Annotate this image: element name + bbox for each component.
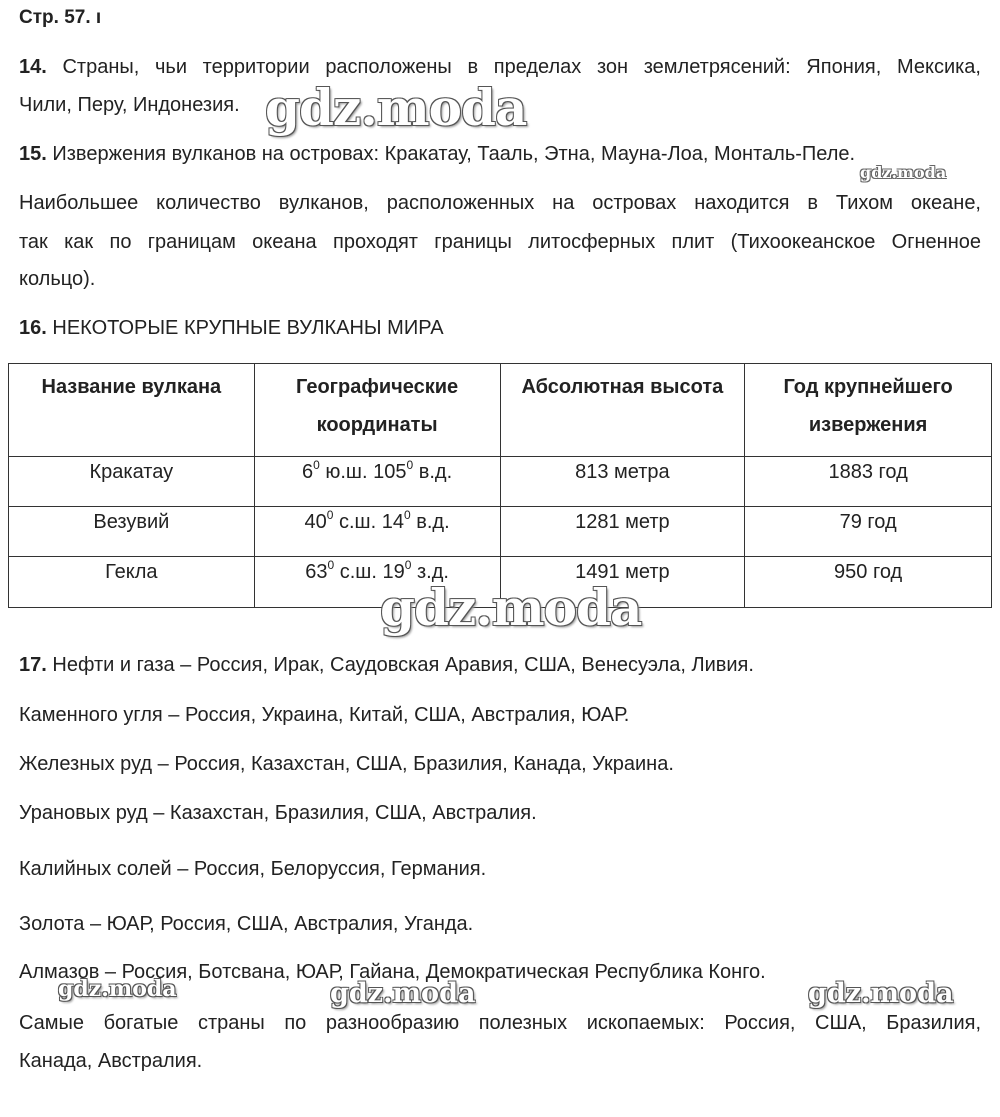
q16-heading (19, 314, 444, 342)
q17-uranium: Урановых руд – Казахстан, Бразилия, США, Австралия. (19, 802, 537, 824)
q15-paragraph-line1: Наибольшее количество вулканов, расположенных на островах находится в Тихом океане, (19, 192, 981, 214)
q16-number: 16. (19, 317, 47, 339)
header-coordinates: Географические координаты (254, 364, 500, 457)
watermark: gdz.moda (860, 163, 947, 182)
q17-potash: Калийных солей – Россия, Белоруссия, Германия. (19, 858, 487, 880)
q16-title: НЕКОТОРЫЕ КРУПНЫЕ ВУЛКАНЫ МИРА (52, 317, 444, 339)
q14-text-line1: Страны, чьи территории расположены в пределах зон землетрясений: Япония, Мексика, (62, 56, 981, 78)
cell-year: 79 год (745, 507, 992, 557)
watermark: gdz.moda (330, 978, 476, 1009)
header-volcano-name: Название вулкана (9, 364, 255, 457)
header-largest-eruption-year: Год крупнейшего извержения (745, 364, 992, 457)
header-absolute-height: Абсолютная высота (500, 364, 745, 457)
cell-height: 1281 метр (500, 507, 745, 557)
q15-paragraph-line2: так как по границам океана проходят границы литосферных плит (Тихоокеанское Огненное (19, 231, 981, 253)
cell-year: 1883 год (745, 457, 992, 507)
volcano-table (8, 363, 992, 608)
table-row (9, 457, 992, 507)
q15-text-line1: Извержения вулканов на островах: Кракатау, Тааль, Этна, Мауна-Лоа, Монталь-Пеле. (52, 143, 856, 165)
q14-number: 14. (19, 56, 47, 78)
cell-name: Везувий (9, 507, 255, 557)
q17-coal: Каменного угля – Россия, Украина, Китай, США, Австралия, ЮАР. (19, 704, 630, 726)
q17-number: 17. (19, 654, 47, 676)
table-header-row (9, 364, 992, 457)
q17-summary-line1: Самые богатые страны по разнообразию полезных ископаемых: Россия, США, Бразилия, (19, 1012, 981, 1034)
q17-iron: Железных руд – Россия, Казахстан, США, Бразилия, Канада, Украина. (19, 753, 674, 775)
cell-coordinates: $6^0$ ю.ш. $105^0$ в.д. (254, 457, 500, 507)
cell-year: 950 год (745, 557, 992, 608)
cell-height: 1491 метр (500, 557, 745, 608)
watermark: gdz.moda (380, 578, 642, 637)
cell-name: Гекла (9, 557, 255, 608)
table-row (9, 507, 992, 557)
q14-line1 (19, 53, 981, 81)
cell-coordinates: $40^0$ с.ш. $14^0$ в.д. (254, 507, 500, 557)
q17-line1 (19, 651, 754, 679)
q15-number: 15. (19, 143, 47, 165)
watermark: gdz.moda (265, 78, 527, 137)
cell-name: Кракатау (9, 457, 255, 507)
q14-text-line2: Чили, Перу, Индонезия. (19, 94, 240, 116)
q17-summary-line2: Канада, Австралия. (19, 1050, 203, 1072)
q15-line1 (19, 140, 855, 168)
watermark: gdz.moda (58, 976, 177, 1002)
q17-gold: Золота – ЮАР, Россия, США, Австралия, Уганда. (19, 913, 474, 935)
q17-oil-gas: Нефти и газа – Россия, Ирак, Саудовская Аравия, США, Венесуэла, Ливия. (52, 654, 754, 676)
q15-paragraph-line3: кольцо). (19, 268, 96, 290)
cell-coordinates: $63^0$ с.ш. $19^0$ з.д. (254, 557, 500, 608)
q17-diamonds: Алмазов – Россия, Ботсвана, ЮАР, Гайана, Демократическая Республика Конго. (19, 961, 766, 983)
cell-height: 813 метра (500, 457, 745, 507)
watermark: gdz.moda (808, 978, 954, 1009)
page-label: Стр. 57. ı (19, 7, 102, 28)
